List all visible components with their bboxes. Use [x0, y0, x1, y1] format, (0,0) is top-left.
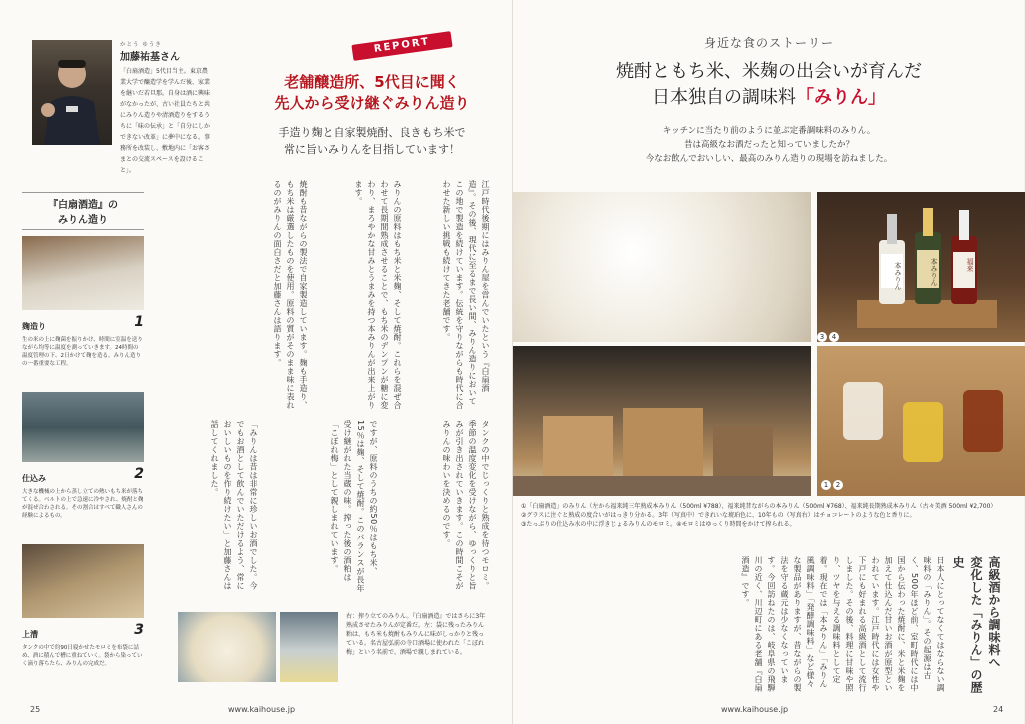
mirin-glasses-photo [817, 346, 1025, 496]
step-2-text: 大きな機械の上から蒸し立ての熱いもち米が落ちてくる。ベルトの上で急速に冷やされ、焼酎と麹が混ぜ合わされる。その割合はすべて職人さんの経験によるもの。 [22, 489, 144, 519]
report-lead-1: 手造り麹と自家製焼酎、良きもち米で [278, 126, 466, 139]
article-lead-2: 昔は高級なお酒だったと知っていましたか？ [683, 140, 854, 150]
body-column-1: 江戸時代後期にはみりん屋を営んでいたという『白扇酒造』。その後、現代に至るまで長い間、みりん造りにおいてこの地で製造を続けています。伝統を守りながらも時代に合わせた新しい挑戦も続けてきた老舗です。 [442, 180, 490, 410]
step-1-title: 麹造り [22, 322, 46, 331]
koji-rice-photo [513, 192, 811, 342]
step-2-title: 仕込み [22, 474, 46, 483]
body-column-4: タンクの中でじっくりと熟成を待つモロミ。季節の温度変化を受けながら、ゆっくりと旨みが引き出されていきます。この時間こそがみりんの味わいを決めるのです。 [442, 420, 490, 590]
body-heading [953, 556, 1003, 696]
process-sidebar [22, 192, 144, 707]
caption-1: ①「白扇酒造」のみりん（左から福来純三年熟成本みりん（500ml ¥788）、福来純昔ながらの本みりん（500ml ¥768）、福来純長期熟成本みりん（古々美酒 500ml ¥2,700） [521, 503, 997, 510]
fresh-mirin-photo [280, 612, 338, 682]
bottle-label-1: 本みりん [894, 262, 902, 290]
step-3-text: タンクの中で約90日寝かせたモロミを布袋に詰め、酒に積んで槽に重ねていく。袋から染っていく滴り落ちたら、みりんの完成だ。 [22, 645, 143, 667]
caption-2: ②グラスに注ぐと熟成の度合いがはっきり分かる。3年（写真中）できれいな琥珀色に、10年もの（写真右）はチョコレートのような色と香りに。 [521, 512, 916, 519]
brewery-vats-icon [513, 346, 811, 496]
person-name: 加藤祐基さん [120, 52, 180, 63]
report-lead-2: 常に旨いみりんを目指しています！ [284, 143, 460, 156]
body-column-5: ですが、原料のうちの約50％はもち米、15％は麹、そして焼酎。このバランスが長年受け継がれた当蔵の味。搾った後の酒粕は「こぼれ梅」として親しまれています。 [330, 420, 378, 593]
article-title-2-pre: 日本独自の調味料 [652, 87, 796, 108]
body-heading-2: 変化した「みりん」の歴史 [951, 556, 983, 694]
process-title-2: みりん造り [58, 215, 108, 226]
glasses-illustration-icon [817, 346, 1025, 496]
photo-marker-4: 4 [829, 332, 839, 342]
mirin-bottles-photo [817, 192, 1025, 342]
report-headline-2: 先人から受け継ぐみりん造り [274, 94, 470, 112]
step-3-number: 3 [134, 622, 144, 638]
report-badge-label: REPORT [373, 36, 431, 55]
body-column-6: 「みりんは昔は非常に珍しいお酒でした。今でもお酒として飲んでいただけるよう、常においしいものを作り続けたい」と加藤さんは話してくれました。 [210, 420, 258, 590]
article-title-2 [513, 85, 1025, 111]
photo-marker-1: 1 [821, 480, 831, 490]
step-1-text: 生の米の上に麹菌を振りかけ、時間に室温を送りながら均等に温度を測っていきます。24時間の温度管理の下、2日かけて麹を造る。みりん造りの一番重要な工程。 [22, 337, 143, 367]
left-page [0, 0, 512, 724]
process-title-1: 『白扇酒造』の [48, 200, 118, 211]
portrait-photo [32, 40, 112, 145]
brewery-interior-photo [513, 346, 811, 496]
step-3-title: 上漕 [22, 630, 38, 639]
photo-marker-3: 3 [817, 332, 827, 342]
article-title-1: 焼酎ともち米、米麹の出会いが育んだ [616, 61, 922, 82]
body-column-3: 焼酎も昔ながらの製法で自家製造しています。麹も手造り、もち米は厳選したものを使用。原料の質がそのまま味に表れるのがみりんの面白さだと加藤さんは語ります。 [273, 180, 308, 410]
step-1-number: 1 [134, 314, 144, 330]
step-2-photo [22, 392, 144, 462]
body-column-2: みりんの原料はもち米と米麹、そして焼酎。これらを混ぜ合わせて長期間熟成させることで、もち米のデンプンが糖に変わり、まろやかな甘みとうまみを持つ本みりんが出来上がります。 [354, 180, 402, 410]
footer-url-left: www.kaihouse.jp [228, 705, 296, 714]
person-ruby: かとう ゆうき [120, 42, 162, 48]
photo-caption: 右：搾り立てのみりん。『白扇酒造』ではさらに3年熟成させたみりんが定番だ。左：袋に残ったみりん粕は、もち米も焼酎もみりんに味がしっかりと残っている。名古屋弘前の寺口酒場に使われた「こぼれ梅」という名前で、酒場で親しまれている。 [346, 613, 486, 656]
step-3-photo [22, 544, 144, 618]
report-headline-1: 老舗醸造所、5代目に聞く [284, 73, 460, 91]
person-figure-icon [32, 40, 112, 145]
footer-url-right: www.kaihouse.jp [721, 705, 789, 714]
article-kicker: 身近な食のストーリー [703, 36, 834, 50]
article-lead-1: キッチンに当たり前のように並ぶ定番調味料のみりん。 [662, 126, 876, 136]
caption-3: ③たっぷりの仕込み水の中に浮きじょるみりんのモロミ。④モロミはゆっくり時間をかけて搾られる。 [521, 521, 796, 528]
right-page [512, 0, 1024, 724]
report-badge [351, 31, 452, 61]
body-text-right: 日本人にとってなくてはならない調味料の「みりん」。その起源は古く、500年ほど前、室町時代には中国から伝わった焼酎に、米と米麹を加えて仕込んだ甘いお酒が原型といわれています。江戸時代には女性や下戸にも好まれる高級酒として流行しました。その後、料理に甘味や照り、ツヤを与える調味料として定着。現在では「本みりん」「みりん風調味料」「発酵調味料」など様々な製品がありますが、昔ながらの製法を守る蔵元は少なくなっています。今回訪ねたのは、岐阜県の飛騨川の近く、川辺町にある老舗『白扇酒造』です。 [741, 556, 945, 692]
person-bio: 「白扇酒造」5代目当主。東京農業大学で醸造学を学んだ後、家業を継いだ若旦那。自身は酒に興味がなかったが、古い社員たちと共にみりん造りや清酒造りをするうちに「味の伝承」と「自分にしかできない改革」に夢中になる。事務所を改装し、敷地内に「お客さまとの交流スペースを設けること」。 [120, 68, 211, 174]
bottle-label-3: 福来 [966, 258, 974, 272]
bottle-label-2: 本みりん [930, 258, 938, 286]
footer-page-right: 24 [993, 705, 1004, 714]
step-2-number: 2 [134, 466, 144, 482]
footer-page-left: 25 [30, 705, 41, 714]
article-title-highlight: 「みりん」 [796, 87, 886, 108]
mirin-kasu-photo [178, 612, 276, 682]
body-heading-1: 高級酒から調味料へ [987, 556, 1001, 669]
article-lead-3: 今なお飲んでおいしい、最高のみりん造りの現場を訪ねました。 [645, 154, 893, 164]
step-1-photo [22, 236, 144, 310]
photo-marker-2: 2 [833, 480, 843, 490]
